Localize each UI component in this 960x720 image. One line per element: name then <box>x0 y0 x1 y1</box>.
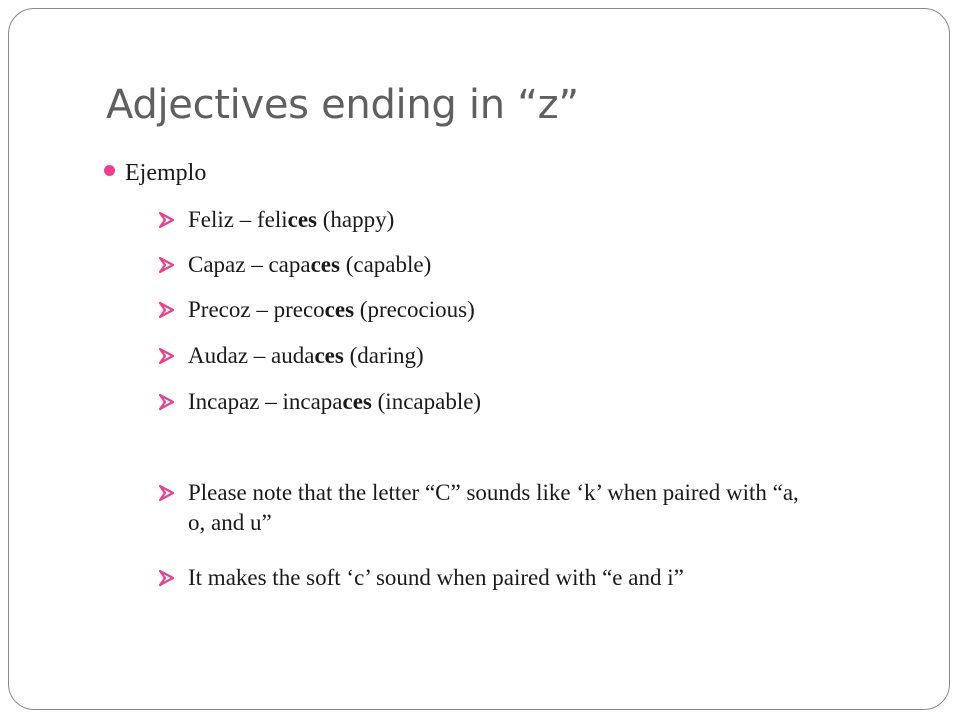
example-item <box>160 295 475 325</box>
example-item-translation: (happy) <box>317 207 395 232</box>
example-item <box>160 387 481 417</box>
pronunciation-note-text: Please note that the letter “C” sounds like ‘k’ when paired with “a, o, and u” <box>188 480 799 535</box>
arrow-bullet-icon <box>159 568 177 588</box>
example-item-stem: Precoz – preco <box>188 297 325 322</box>
pronunciation-note <box>160 478 820 538</box>
arrow-bullet-icon <box>159 483 177 503</box>
example-item-translation: (incapable) <box>371 389 482 414</box>
example-item-translation: (capable) <box>339 252 432 277</box>
example-item <box>160 250 431 280</box>
arrow-bullet-icon <box>159 346 177 366</box>
example-item <box>160 341 424 371</box>
example-item <box>160 205 394 235</box>
example-item-stem: Capaz – capa <box>188 252 311 277</box>
main-bullet-label: Ejemplo <box>125 160 207 186</box>
example-item-translation: (daring) <box>343 343 424 368</box>
arrow-bullet-icon <box>159 210 177 230</box>
bullet-dot-icon <box>104 165 115 176</box>
pronunciation-note <box>160 563 684 593</box>
example-item-ending: ces <box>314 343 344 368</box>
arrow-bullet-icon <box>159 300 177 320</box>
example-item-ending: ces <box>310 252 340 277</box>
example-item-ending: ces <box>324 297 355 322</box>
example-item-stem: Feliz – feli <box>188 207 288 232</box>
arrow-bullet-icon <box>159 255 177 275</box>
example-item-stem: Incapaz – incapa <box>188 389 343 414</box>
example-item-ending: ces <box>287 207 318 232</box>
example-item-translation: (precocious) <box>354 297 475 322</box>
pronunciation-note-text: It makes the soft ‘c’ sound when paired with “e and i” <box>188 565 684 590</box>
example-item-stem: Audaz – auda <box>188 343 315 368</box>
example-item-ending: ces <box>342 389 372 414</box>
main-bullet <box>104 160 206 187</box>
slide-title: Adjectives ending in “z” <box>106 82 579 128</box>
arrow-bullet-icon <box>159 392 177 412</box>
